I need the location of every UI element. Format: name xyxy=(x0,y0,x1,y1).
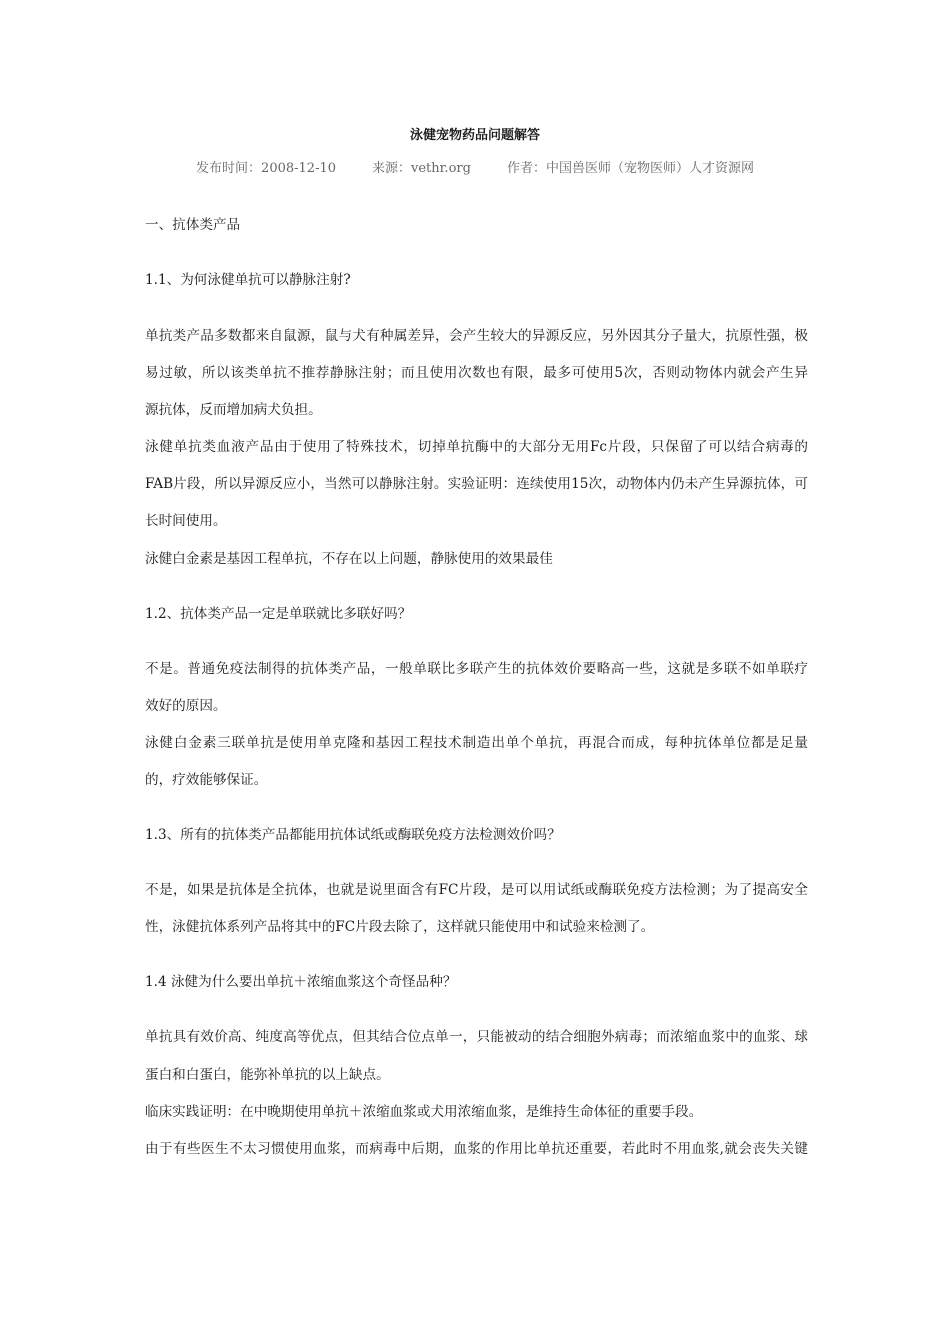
paragraph-line: 长时间使用。 xyxy=(145,513,227,529)
paragraph-line: FAB片段，所以异源反应小，当然可以静脉注射。实验证明：连续使用15次，动物体内仍未产生异源抗体，可 xyxy=(145,476,808,492)
article-source: 来源：vethr.org xyxy=(372,161,471,176)
paragraph-line: 单抗具有效价高、纯度高等优点，但其结合位点单一，只能被动的结合细胞外病毒；而浓缩血浆中的血浆、球 xyxy=(145,1029,808,1045)
section-heading: 一、抗体类产品 xyxy=(145,217,241,233)
paragraph-line: 易过敏，所以该类单抗不推荐静脉注射；而且使用次数也有限，最多可使用5次，否则动物体内就会产生异 xyxy=(145,365,808,381)
paragraph-line: 效好的原因。 xyxy=(145,698,227,714)
article-author: 作者：中国兽医师（宠物医师）人才资源网 xyxy=(506,161,754,176)
paragraph-line: 由于有些医生不太习惯使用血浆，而病毒中后期，血浆的作用比单抗还重要，若此时不用血浆,就会丧失关键 xyxy=(145,1141,808,1157)
paragraph-line: 不是。普通免疫法制得的抗体类产品，一般单联比多联产生的抗体效价要略高一些，这就是多联不如单联疗 xyxy=(145,661,808,677)
paragraph-line: 性，泳健抗体系列产品将其中的FC片段去除了，这样就只能使用中和试验来检测了。 xyxy=(145,919,655,935)
paragraph-line: 泳健单抗类血液产品由于使用了特殊技术，切掉单抗酶中的大部分无用Fc片段，只保留了可以结合病毒的 xyxy=(145,439,808,455)
question-heading: 1.4 泳健为什么要出单抗＋浓缩血浆这个奇怪品种？ xyxy=(145,974,457,990)
publish-date: 发布时间：2008-12-10 xyxy=(196,161,337,176)
paragraph-line: 不是，如果是抗体是全抗体，也就是说里面含有FC片段，是可以用试纸或酶联免疫方法检测；为了提高安全 xyxy=(145,882,808,898)
paragraph-line: 单抗类产品多数都来自鼠源，鼠与犬有种属差异，会产生较大的异源反应，另外因其分子量大，抗原性强，极 xyxy=(145,328,808,344)
question-heading: 1.2、抗体类产品一定是单联就比多联好吗？ xyxy=(145,606,412,622)
paragraph-line: 的，疗效能够保证。 xyxy=(145,772,268,788)
page-title: 泳健宠物药品问题解答 xyxy=(409,128,540,143)
paragraph-line: 蛋白和白蛋白，能弥补单抗的以上缺点。 xyxy=(145,1067,390,1083)
question-heading: 1.1、为何泳健单抗可以静脉注射? xyxy=(145,272,351,288)
question-heading: 1.3、所有的抗体类产品都能用抗体试纸或酶联免疫方法检测效价吗？ xyxy=(145,827,561,843)
paragraph-line: 源抗体，反而增加病犬负担。 xyxy=(145,402,322,418)
paragraph-line: 泳健白金素是基因工程单抗，不存在以上问题，静脉使用的效果最佳 xyxy=(145,551,553,567)
paragraph-line: 泳健白金素三联单抗是使用单克隆和基因工程技术制造出单个单抗，再混合而成，每种抗体单位都是足量 xyxy=(145,735,808,751)
paragraph-line: 临床实践证明：在中晚期使用单抗＋浓缩血浆或犬用浓缩血浆，是维持生命体征的重要手段。 xyxy=(145,1104,703,1120)
article-meta xyxy=(0,160,950,178)
